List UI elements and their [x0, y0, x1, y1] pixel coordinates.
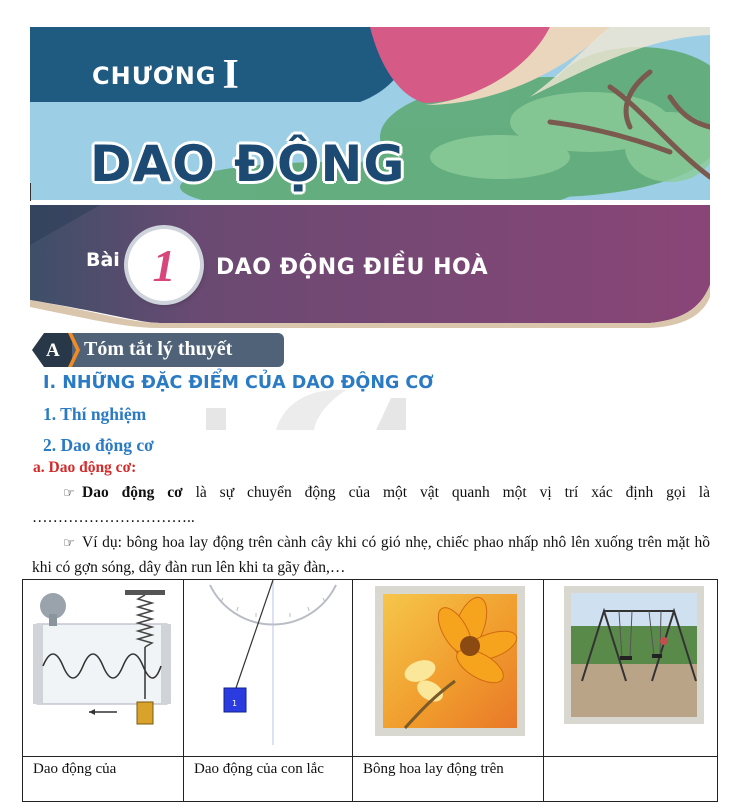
caption-3: Bông hoa lay động trên: [353, 757, 544, 802]
heading-mechanical-oscillation: 2. Dao động cơ: [43, 435, 154, 455]
figure-cell-spring: [23, 580, 184, 757]
hand-pointing-icon: ☞: [63, 486, 75, 501]
swing-photo: [564, 586, 704, 724]
paragraph-definition: [32, 481, 710, 530]
spring-oscillator-illustration: [29, 584, 179, 734]
svg-text:1: 1: [232, 699, 238, 708]
caption-row: [23, 757, 718, 802]
section-title: Tóm tắt lý thuyết: [84, 338, 233, 360]
example-text: Ví dụ: bông hoa lay động trên cành cây khi có gió nhẹ, chiếc phao nhấp nhô lên xuống trên mặt hồ khi có gợn sóng, dây đàn run lên khi ta gãy đàn,…: [32, 534, 710, 576]
chapter-label-text: CHƯƠNG: [92, 62, 217, 90]
figure-cell-flower: [353, 580, 544, 757]
section-letter: A: [46, 340, 60, 361]
section-header: [32, 333, 284, 367]
heading-experiment: 1. Thí nghiệm: [43, 404, 147, 424]
lesson-prefix: Bài: [86, 249, 120, 271]
heading-section-1: I. NHỮNG ĐẶC ĐIỂM CỦA DAO ĐỘNG CƠ: [43, 373, 434, 393]
figure-cell-pendulum: [184, 580, 353, 757]
figure-row: [23, 580, 718, 757]
term-bold: Dao động cơ: [82, 484, 183, 501]
paragraph-example: [32, 531, 710, 580]
lesson-number-badge: [128, 229, 200, 301]
caption-2: Dao động của con lắc: [184, 757, 353, 802]
heading-sub-a: a. Dao động cơ:: [33, 459, 137, 476]
flower-photo: [375, 586, 525, 736]
chapter-banner: [30, 27, 710, 200]
pendulum-illustration: [188, 580, 348, 752]
definition-text: là sự chuyển động của một vật quanh một vị trí xác định gọi là …………………………..: [32, 484, 710, 526]
lesson-banner: [30, 205, 710, 328]
caption-1: Dao động của: [23, 757, 184, 802]
lesson-number: 1: [152, 239, 176, 291]
figure-table: [22, 579, 718, 802]
margin-rule: [30, 183, 31, 201]
chapter-title: DAO ĐỘNG: [90, 135, 406, 193]
chapter-number: I: [222, 52, 240, 98]
chapter-label: [92, 51, 240, 99]
lesson-title: DAO ĐỘNG ĐIỀU HOÀ: [216, 255, 489, 280]
figure-cell-swing: [544, 580, 718, 757]
hand-pointing-icon: ☞: [63, 536, 75, 551]
caption-4: [544, 757, 718, 802]
